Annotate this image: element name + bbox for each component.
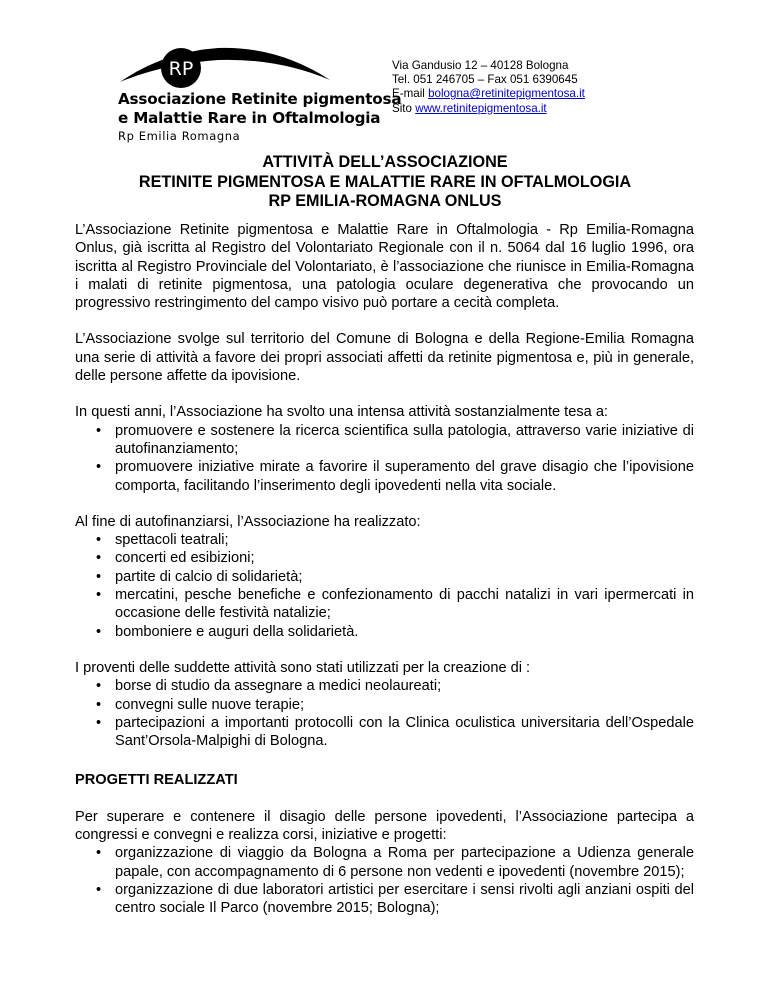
proceeds-list — [75, 677, 694, 750]
list-item: • concerti ed esibizioni; — [96, 550, 255, 567]
fundraising-block — [75, 513, 694, 641]
contact-email-row — [392, 87, 585, 101]
bullet-icon: • — [96, 459, 102, 476]
title-line-1: ATTIVITÀ DELL’ASSOCIAZIONE — [262, 153, 508, 171]
list-item: • borse di studio da assegnare a medici neolaureati; — [96, 678, 442, 695]
bullet-icon: • — [96, 678, 102, 695]
bullet-icon: • — [96, 696, 102, 713]
aims-list — [75, 422, 694, 495]
list-item: • promuovere iniziative mirate a favorire il superamento del grave disagio che l’ipovisione comporta, facilitando l’inserimento degli ipovedenti nella vita sociale. — [96, 459, 694, 494]
proceeds-intro: I proventi delle suddette attività sono stati utilizzati per la creazione di : — [75, 659, 531, 676]
email-link[interactable]: bologna@retinitepigmentosa.it — [428, 87, 585, 101]
eye-logo-icon — [118, 44, 338, 96]
list-item: • convegni sulle nuove terapie; — [96, 696, 305, 713]
website-link[interactable]: www.retinitepigmentosa.it — [415, 101, 547, 115]
projects-intro: Per superare e contenere il disagio delle persone ipovedenti, l’Associazione partecipa a congressi e convegni e realizza corsi, iniziative e progetti: — [75, 808, 694, 844]
bullet-icon: • — [96, 568, 102, 585]
bullet-icon: • — [96, 587, 102, 604]
logo-line-2: e Malattie Rare in Oftalmologia — [118, 109, 381, 127]
proceeds-block — [75, 659, 694, 750]
fundraising-intro: Al fine di autofinanziarsi, l’Associazione ha realizzato: — [75, 513, 421, 530]
paragraph-activities: L’Associazione svolge sul territorio del Comune di Bologna e della Regione-Emilia Romagna una serie di attività a favore dei propri associati affetti da retinite pigmentosa e, più in generale, delle persone affette da ipovisione. — [75, 331, 694, 385]
list-item: • partite di calcio di solidarietà; — [96, 568, 303, 585]
list-item: • organizzazione di due laboratori artistici per esercitare i sensi rivolti agli anziani ospiti del centro sociale Il Parco (novembre 2015; Bologna); — [96, 881, 694, 917]
projects-block — [75, 808, 694, 918]
email-label: E-mail — [392, 87, 429, 101]
site-label: Sito — [392, 101, 416, 115]
list-item: • mercatini, pesche benefiche e confezionamento di pacchi natalizi in vari ipermercati in occasione delle festività natalizie; — [96, 587, 694, 622]
section-heading-projects: PROGETTI REALIZZATI — [75, 772, 238, 789]
bullet-icon: • — [96, 714, 102, 731]
aims-block — [75, 403, 694, 494]
projects-list — [75, 844, 694, 917]
document-body — [75, 221, 694, 936]
logo-subtitle: Rp Emilia Romagna — [118, 129, 241, 143]
list-item: • partecipazioni a importanti protocolli con la Clinica oculistica universitaria dell’Ospedale Sant’Orsola-Malpighi di Bologna. — [96, 714, 694, 750]
bullet-icon: • — [96, 881, 102, 898]
logo-line-1: Associazione Retinite pigmentosa — [118, 90, 402, 108]
aims-intro: In questi anni, l’Associazione ha svolto una intensa attività sostanzialmente tesa a: — [75, 404, 608, 421]
contact-phone: Tel. 051 246705 – Fax 051 6390645 — [392, 73, 578, 87]
title-line-3: RP EMILIA-ROMAGNA ONLUS — [268, 192, 502, 211]
bullet-icon: • — [96, 550, 102, 567]
document-title — [75, 153, 695, 212]
association-logo — [118, 44, 402, 143]
list-item: • promuovere e sostenere la ricerca scientifica sulla patologia, attraverso varie iniziative di autofinanziamento; — [96, 422, 694, 457]
bullet-icon: • — [96, 845, 102, 862]
bullet-icon: • — [96, 532, 102, 549]
title-line-2: RETINITE PIGMENTOSA E MALATTIE RARE IN OFTALMOLOGIA — [138, 172, 632, 191]
logo-badge-text: RP — [168, 58, 194, 80]
list-item: • bomboniere e auguri della solidarietà. — [96, 623, 359, 640]
fundraising-list — [75, 531, 694, 641]
paragraph-intro: L’Associazione Retinite pigmentosa e Malattie Rare in Oftalmologia - Rp Emilia-Romagna Onlus, già iscritta al Registro del Volontariato Regionale con il n. 5064 dal 16 luglio 1996, ora iscritta al Registro Provinciale del Volontariato, è l’associazione che riunisce in Emilia-Romagna i malati di retinite pigmentosa, una patologia oculare degenerativa che provocando un progressivo restringimento del campo visivo può portare a cecità completa. — [75, 222, 694, 312]
contact-block — [392, 59, 585, 116]
list-item: • organizzazione di viaggio da Bologna a Roma per partecipazione a Udienza generale papale, con accompagnamento di 6 persone non vedenti e ipovedenti (novembre 2015); — [96, 845, 694, 880]
bullet-icon: • — [96, 422, 102, 439]
bullet-icon: • — [96, 623, 102, 640]
contact-site-row — [392, 102, 585, 116]
contact-address: Via Gandusio 12 – 40128 Bologna — [392, 59, 569, 72]
list-item: • spettacoli teatrali; — [96, 532, 229, 549]
